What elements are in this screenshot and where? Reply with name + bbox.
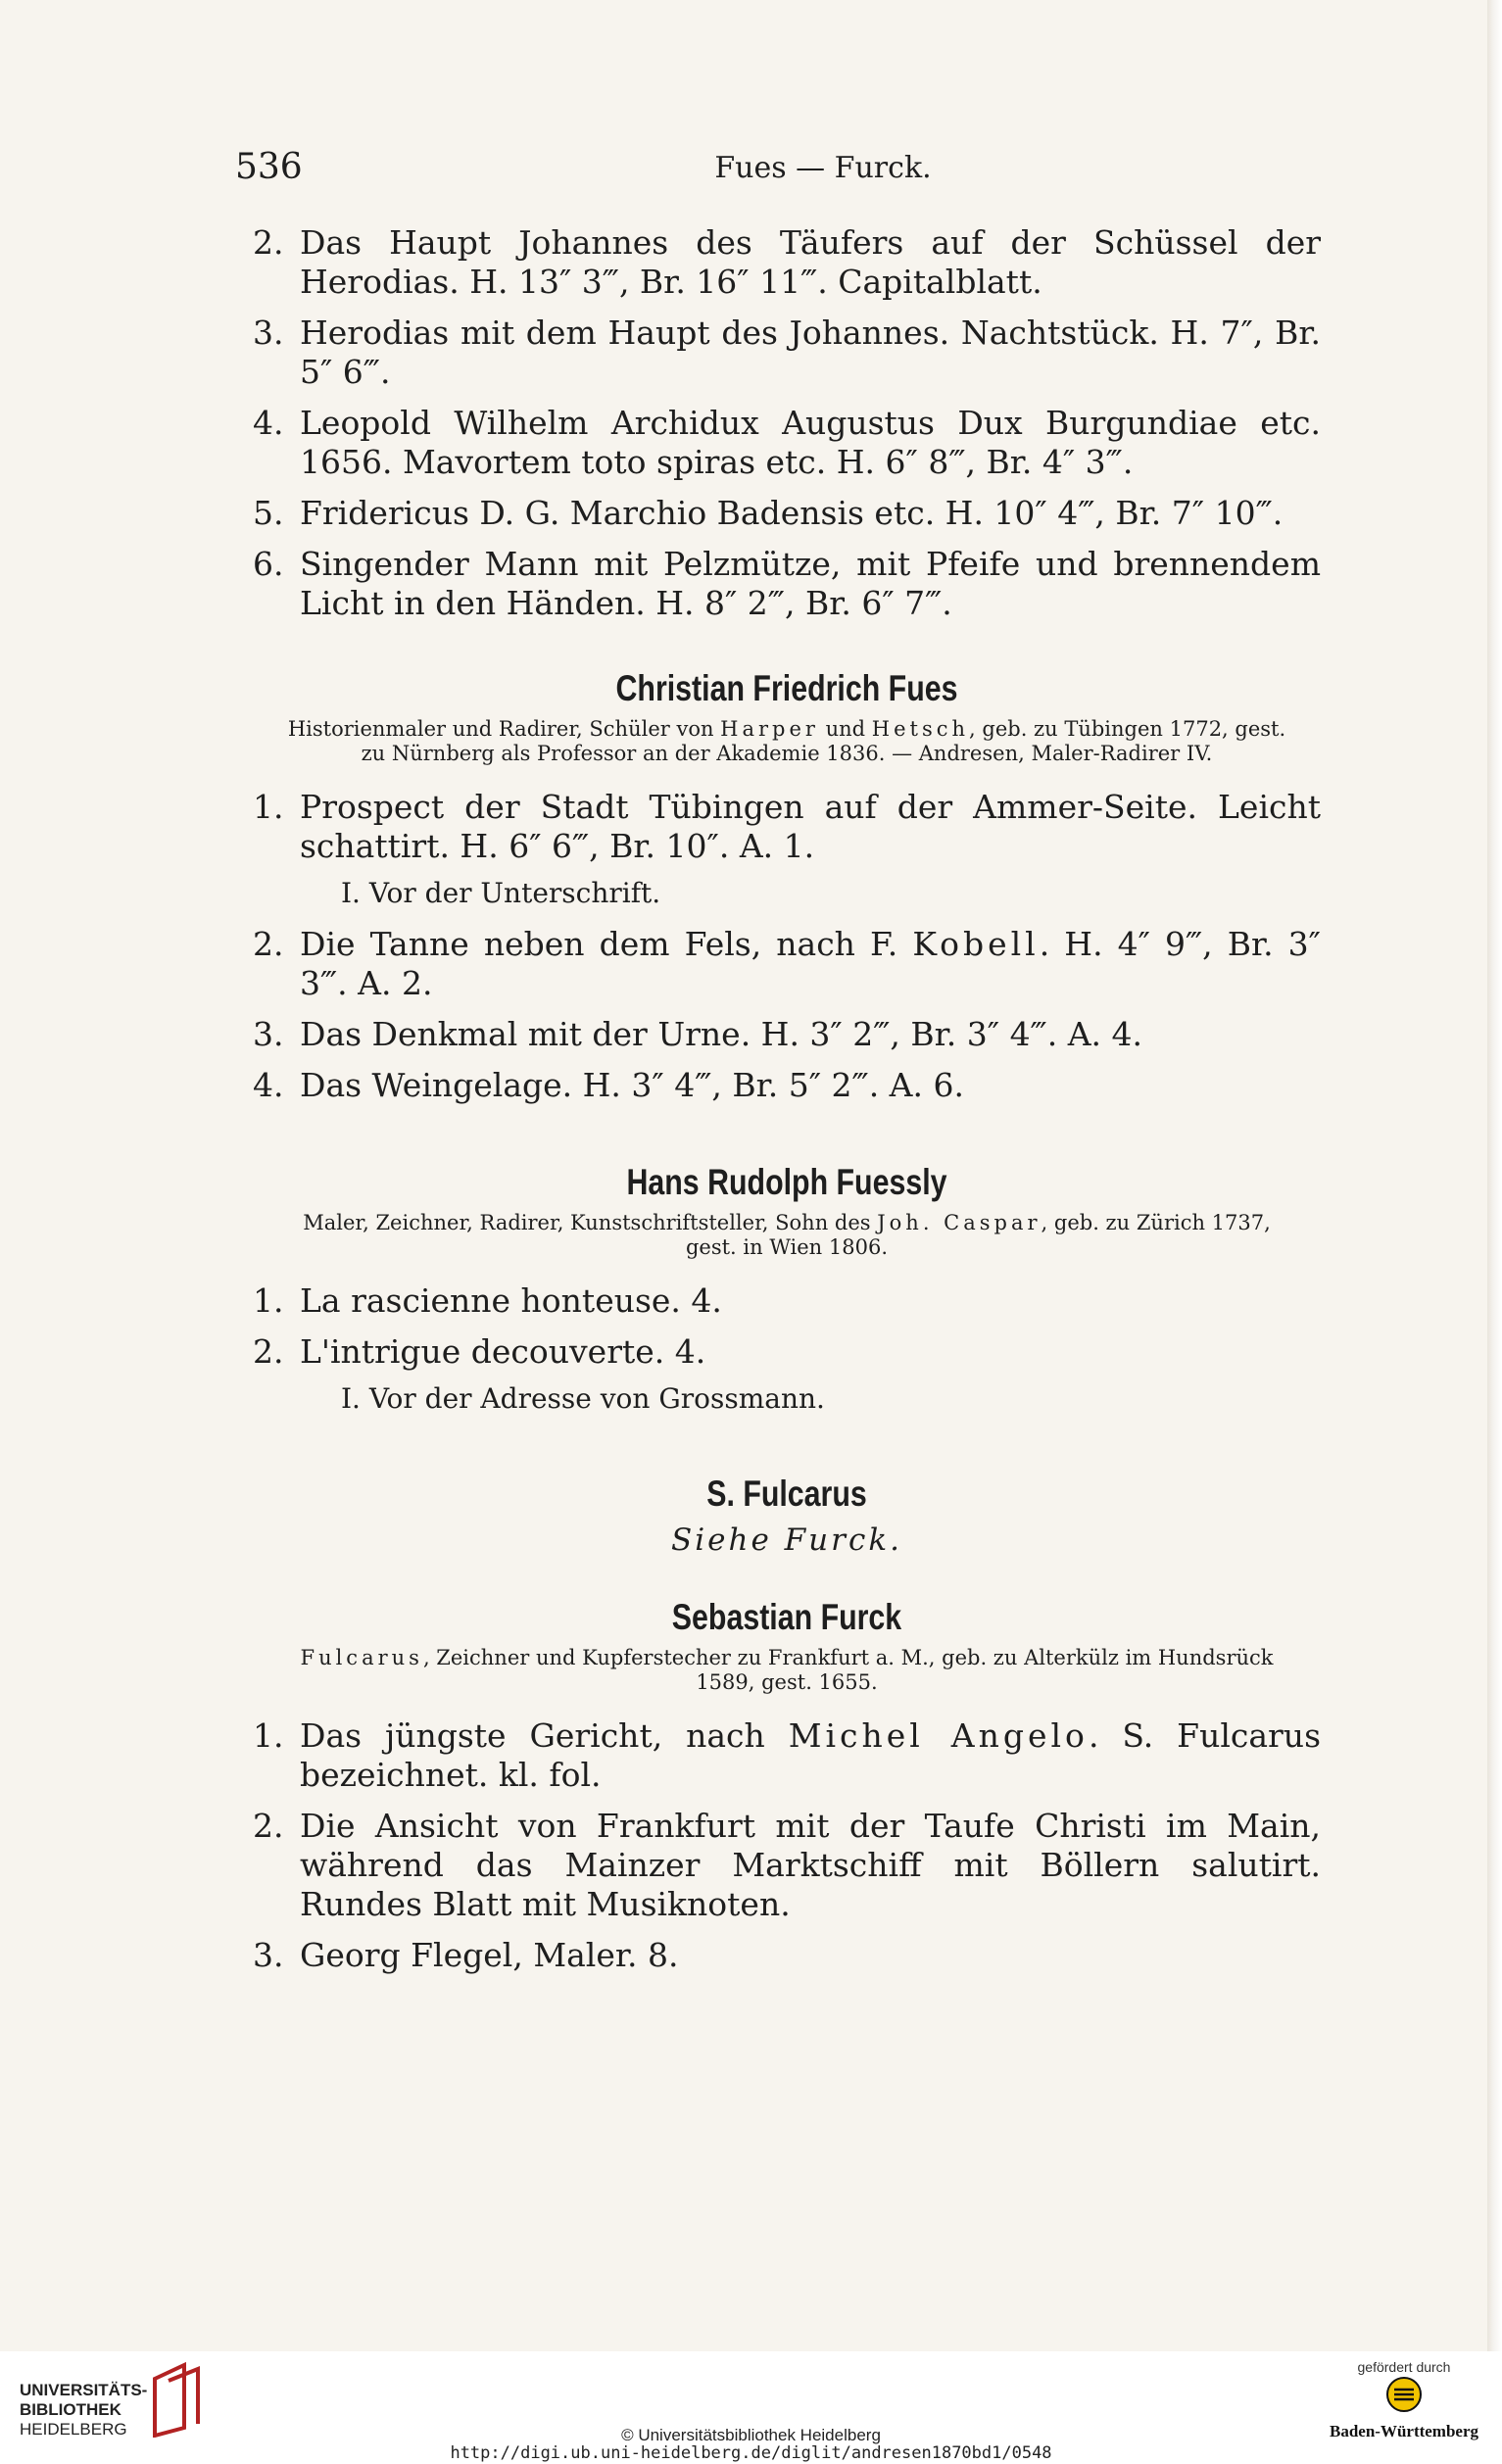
list-item <box>253 1807 1321 1924</box>
item-number: 1. <box>253 1281 284 1320</box>
state-note: I. Vor der Adresse von Grossmann. <box>341 1382 825 1415</box>
item-number: 2. <box>253 223 284 262</box>
sponsor-block <box>1326 2359 1482 2441</box>
item-text: Die Ansicht von Frankfurt mit der Taufe Christi im Main, während das Mainzer Marktschiff mit Böllern salutirt. Rundes Blatt mit Musiknoten. <box>300 1807 1321 1923</box>
list-item <box>253 545 1321 623</box>
item-number: 3. <box>253 314 284 352</box>
state-crest-icon <box>1384 2375 1424 2414</box>
item-number: 2. <box>253 1332 284 1371</box>
copyright-notice: © Universitätsbibliothek Heidelberg <box>621 2426 881 2444</box>
item-text: La rascienne honteuse. 4. <box>300 1281 722 1320</box>
artist-heading: Christian Friedrich Fues <box>615 668 958 708</box>
item-number: 1. <box>253 788 284 826</box>
list-item <box>253 494 1321 533</box>
list-item <box>253 788 1321 866</box>
item-number: 3. <box>253 1015 284 1053</box>
item-text: Das jüngste Gericht, nach Michel Angelo. S. Fulcarus bezeichnet. kl. fol. <box>300 1716 1321 1794</box>
list-item <box>253 1936 1321 1975</box>
list-item <box>253 1015 1321 1054</box>
list-item <box>253 223 1321 302</box>
item-text: Singender Mann mit Pelzmütze, mit Pfeife und brennendem Licht in den Händen. H. 8″ 2‴, Br. 6″ 7‴. <box>300 545 1321 622</box>
state-note: I. Vor der Unterschrift. <box>341 877 661 909</box>
permalink[interactable]: http://digi.ub.uni-heidelberg.de/diglit/andresen1870bd1/0548 <box>450 2443 1052 2463</box>
list-item <box>253 1332 1321 1372</box>
artist-heading: Sebastian Furck <box>671 1597 902 1637</box>
artist-bio: Maler, Zeichner, Radirer, Kunstschriftsteller, Sohn des Joh. Caspar, geb. zu Zürich 1737, gest. in Wien 1806. <box>303 1211 1271 1259</box>
artist-heading: Hans Rudolph Fuessly <box>626 1162 947 1202</box>
artist-bio: Historienmaler und Radirer, Schüler von Harper und Hetsch, geb. zu Tübingen 1772, gest. zu Nürnberg als Professor an der Akademie 1836. — Andresen, Maler-Radirer IV. <box>287 717 1286 765</box>
item-number: 4. <box>253 1066 284 1104</box>
item-number: 6. <box>253 545 284 583</box>
library-logo[interactable]: UNIVERSITÄTS- BIBLIOTHEK HEIDELBERG <box>20 2381 148 2439</box>
item-number: 2. <box>253 1807 284 1845</box>
item-number: 2. <box>253 925 284 963</box>
item-text: Das Weingelage. H. 3″ 4‴, Br. 5″ 2‴. A. 6. <box>300 1066 964 1104</box>
sponsor-label: gefördert durch <box>1357 2359 1451 2375</box>
item-number: 4. <box>253 404 284 442</box>
artist-heading: S. Fulcarus <box>706 1474 867 1514</box>
item-text: Leopold Wilhelm Archidux Augustus Dux Burgundiae etc. 1656. Mavortem toto spiras etc. H. 6″ 8‴, Br. 4″ 3‴. <box>300 404 1321 481</box>
item-text: Das Denkmal mit der Urne. H. 3″ 2‴, Br. 3″ 4‴. A. 4. <box>300 1015 1142 1053</box>
running-title: Fues — Furck. <box>714 151 932 185</box>
item-text: L'intrigue decouverte. 4. <box>300 1332 706 1371</box>
list-item <box>253 1066 1321 1105</box>
sponsor-name: Baden-Württemberg <box>1329 2422 1479 2440</box>
list-item <box>253 925 1321 1003</box>
item-number: 3. <box>253 1936 284 1974</box>
page-edge <box>1487 0 1502 2351</box>
item-number: 1. <box>253 1716 284 1755</box>
page-content <box>253 223 1321 1987</box>
list-item <box>253 314 1321 392</box>
list-item <box>253 1281 1321 1321</box>
item-number: 5. <box>253 494 284 532</box>
page-number: 536 <box>235 147 303 187</box>
footer <box>0 2351 1502 2464</box>
item-text: Prospect der Stadt Tübingen auf der Ammer-Seite. Leicht schattirt. H. 6″ 6‴, Br. 10″. A. 1. <box>300 788 1321 865</box>
item-text: Fridericus D. G. Marchio Badensis etc. H. 10″ 4‴, Br. 7″ 10‴. <box>300 494 1284 532</box>
artist-bio: Fulcarus, Zeichner und Kupferstecher zu Frankfurt a. M., geb. zu Alterkülz im Hundsrück 1589, gest. 1655. <box>300 1646 1274 1694</box>
page-header <box>235 147 1313 196</box>
cross-reference: Siehe Furck. <box>671 1522 902 1558</box>
item-text: Das Haupt Johannes des Täufers auf der Schüssel der Herodias. H. 13″ 3‴, Br. 16″ 11‴. Capitalblatt. <box>300 223 1321 301</box>
list-item <box>253 404 1321 482</box>
item-text: Georg Flegel, Maler. 8. <box>300 1936 679 1974</box>
list-item <box>253 1716 1321 1795</box>
item-text: Die Tanne neben dem Fels, nach F. Kobell. H. 4″ 9‴, Br. 3″ 3‴. A. 2. <box>300 925 1322 1002</box>
item-text: Herodias mit dem Haupt des Johannes. Nachtstück. H. 7″, Br. 5″ 6‴. <box>300 314 1321 391</box>
